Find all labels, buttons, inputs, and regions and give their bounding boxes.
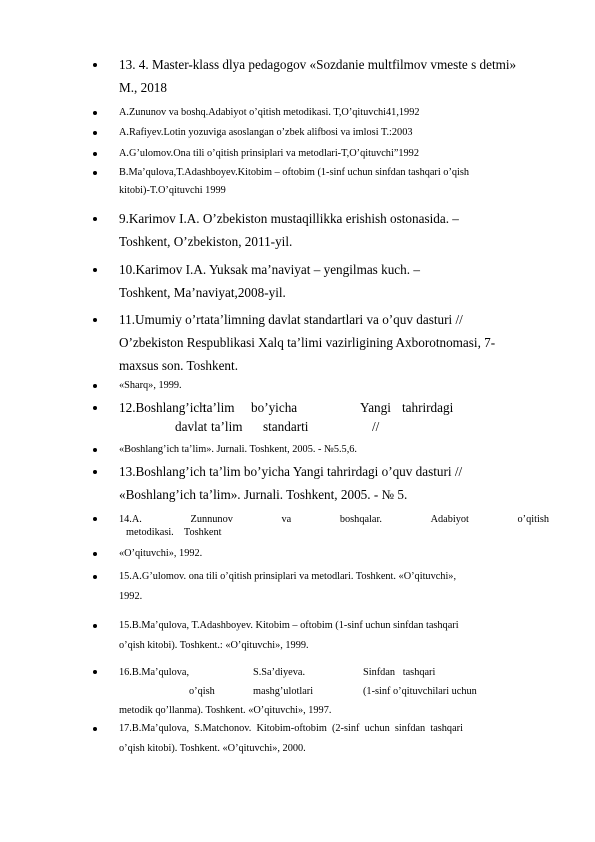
bullet-icon (93, 384, 97, 388)
bullet-icon (93, 152, 97, 156)
bullet-icon (93, 552, 97, 556)
bullet-icon (93, 406, 97, 410)
list-item (99, 398, 549, 436)
bullet-icon (93, 217, 97, 221)
reference-row: davlat ta’lim standarti // (175, 419, 380, 434)
list-item: B.Ma’qulova,T.Adashboyev.Kitobim – oftobim (1-sinf uchun sinfdan tashqari o’qish kitobi)-T.O’qituvchi 1999 (99, 164, 549, 200)
list-item: «Boshlang’ich ta’lim». Jurnali. Toshkent, 2005. - №5.5,6. (99, 441, 549, 459)
bullet-icon (93, 624, 97, 628)
bullet-icon (93, 448, 97, 452)
list-item: A.Zununov va boshq.Adabiyot o’qitish metodikasi. T,O’qituvchi41,1992 (99, 104, 549, 122)
bullet-icon (93, 670, 97, 674)
bullet-icon (93, 470, 97, 474)
bullet-icon (93, 63, 97, 67)
bullet-icon (93, 131, 97, 135)
list-item: A.Rafiyev.Lotin yozuviga asoslangan o’zbek alifbosi va imlosi T.:2003 (99, 124, 549, 142)
list-item: 15.B.Ma’qulova, T.Adashboyev. Kitobim – oftobim (1-sinf uchun sinfdan tashqari o’qish kitobi). Toshkent.: «O’qituvchi», 1999. (99, 616, 549, 656)
bullet-icon (93, 268, 97, 272)
list-item: 9.Karimov I.A. O’zbekiston mustaqillikka erishish ostonasida. – Toshkent, O’zbekiston, 2011-yil. (99, 207, 549, 253)
list-item: «O’qituvchi», 1992. (99, 545, 549, 563)
list-item: 14.A. Zunnunov va boshqalar. Adabiyot o’qitish metodikasi. Toshkent (99, 513, 549, 539)
list-item: 17.B.Ma’qulova, S.Matchonov. Kitobim-oftobim (2-sinf uchun sinfdan tashqari o’qish kitobi). Toshkent. «O’qituvchi», 2000. (99, 719, 549, 759)
bullet-icon (93, 111, 97, 115)
list-item: «Sharq», 1999. (99, 377, 549, 395)
list-item: A.G’ulomov.Ona tili o’qitish prinsiplari va metodlari-T,O’qituvchi”1992 (99, 145, 549, 163)
bullet-icon (93, 318, 97, 322)
list-item: 13. 4. Master-klass dlya pedagogov «Sozdanie multfilmov vmeste s detmi» M., 2018 (99, 53, 549, 99)
list-item: 13.Boshlang’ich ta’lim bo’yicha Yangi tahrirdagi o’quv dasturi // «Boshlang’ich ta’lim». Jurnali. Toshkent, 2005. - № 5. (99, 460, 549, 506)
bullet-icon (93, 727, 97, 731)
reference-row: 16.B.Ma’qulova, S.Sa’diyeva. Sinfdan tashqari (119, 667, 436, 678)
reference-row: 12.Boshlang’ich ta’lim bo’yicha Yangi tahrirdagi (119, 400, 454, 415)
bullet-icon (93, 517, 97, 521)
reference-row: 14.A. Zunnunov va boshqalar. Adabiyot o’qitish (119, 514, 549, 525)
list-item: 15.A.G’ulomov. ona tili o’qitish prinsiplari va metodlari. Toshkent. «O’qituvchi», 1992. (99, 567, 549, 607)
list-item: 11.Umumiy o’rtata’limning davlat standartlari va o’quv dasturi // O’zbekiston Respublikasi Xalq ta’limi vazirligining Axborotnomasi, 7- maxsus son. Toshkent. (99, 308, 549, 377)
bullet-icon (93, 575, 97, 579)
reference-row: o’qish mashg’ulotlari (1-sinf o’qituvchilari uchun (189, 686, 477, 697)
list-item: 10.Karimov I.A. Yuksak ma’naviyat – yengilmas kuch. – Toshkent, Ma’naviyat,2008-yil. (99, 258, 549, 304)
bullet-icon (93, 171, 97, 175)
list-item: 16.B.Ma’qulova, S.Sa’diyeva. Sinfdan tashqari o’qish mashg’ulotlari (1-sinf o’qituvchilari uchun metodik qo’llanma). Toshkent. «O’qituvchi», 1997. (99, 663, 549, 720)
